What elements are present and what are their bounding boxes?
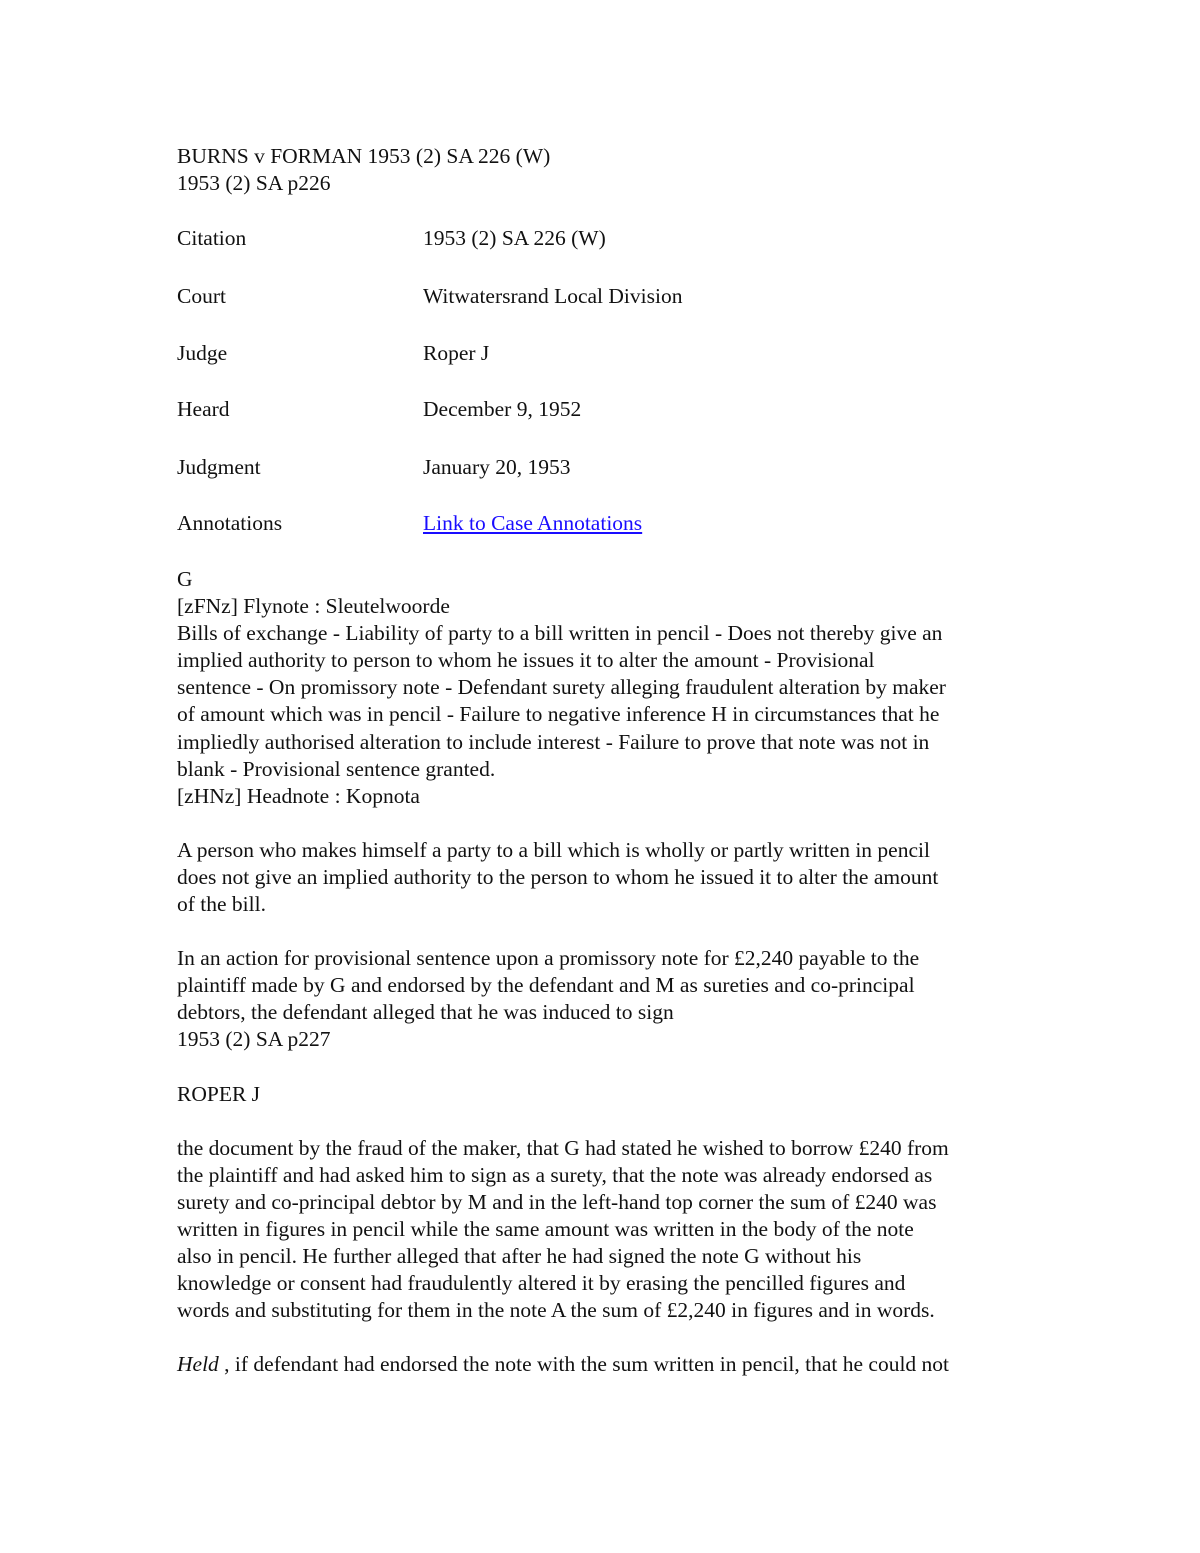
case-title: BURNS v FORMAN 1953 (2) SA 226 (W): [177, 144, 551, 168]
judge-heading: ROPER J: [177, 1082, 261, 1106]
headnote-paragraph-line: the plaintiff and had asked him to sign as a surety, that the note was already endorsed as: [177, 1163, 933, 1187]
judgment-value: January 20, 1953: [423, 455, 571, 479]
headnote-paragraph-line: written in figures in pencil while the same amount was written in the body of the note: [177, 1217, 914, 1241]
headnote-paragraph-line: debtors, the defendant alleged that he was induced to sign: [177, 1000, 674, 1024]
judge-label: Judge: [177, 341, 228, 365]
held-text: , if defendant had endorsed the note with the sum written in pencil, that he could not: [218, 1352, 950, 1376]
headnote-paragraph-line: A person who makes himself a party to a bill which is wholly or partly written in pencil: [177, 838, 930, 862]
case-annotations-link[interactable]: Link to Case Annotations: [423, 511, 643, 535]
page-reference: 1953 (2) SA p227: [177, 1027, 331, 1051]
citation-label: Citation: [177, 226, 247, 250]
margin-marker: G: [177, 567, 193, 591]
flynote-line: blank - Provisional sentence granted.: [177, 757, 496, 781]
judge-value: Roper J: [423, 341, 490, 365]
held-line: [177, 1351, 949, 1378]
page-reference: 1953 (2) SA p226: [177, 171, 331, 195]
heard-label: Heard: [177, 397, 230, 421]
headnote-paragraph-line: knowledge or consent had fraudulently altered it by erasing the pencilled figures and: [177, 1271, 906, 1295]
annotations-value: [423, 510, 642, 537]
court-value: Witwatersrand Local Division: [423, 284, 683, 308]
citation-value: 1953 (2) SA 226 (W): [423, 226, 606, 250]
headnote-paragraph-line: also in pencil. He further alleged that after he had signed the note G without his: [177, 1244, 862, 1268]
annotations-label: Annotations: [177, 511, 283, 535]
judgment-label: Judgment: [177, 455, 261, 479]
headnote-paragraph-line: surety and co-principal debtor by M and in the left-hand top corner the sum of £240 was: [177, 1190, 937, 1214]
flynote-line: implied authority to person to whom he issues it to alter the amount - Provisional: [177, 648, 875, 672]
flynote-heading: [zFNz] Flynote : Sleutelwoorde: [177, 594, 450, 618]
headnote-paragraph-line: of the bill.: [177, 892, 266, 916]
headnote-paragraph-line: plaintiff made by G and endorsed by the defendant and M as sureties and co-principal: [177, 973, 915, 997]
headnote-paragraph-line: does not give an implied authority to the person to whom he issued it to alter the amount: [177, 865, 939, 889]
flynote-line: of amount which was in pencil - Failure to negative inference H in circumstances that he: [177, 702, 940, 726]
held-label: Held: [177, 1352, 219, 1376]
headnote-heading: [zHNz] Headnote : Kopnota: [177, 784, 420, 808]
flynote-line: sentence - On promissory note - Defendant surety alleging fraudulent alteration by maker: [177, 675, 946, 699]
flynote-line: Bills of exchange - Liability of party to a bill written in pencil - Does not thereby give an: [177, 621, 943, 645]
headnote-paragraph-line: words and substituting for them in the note A the sum of £2,240 in figures and in words.: [177, 1298, 935, 1322]
flynote-line: impliedly authorised alteration to include interest - Failure to prove that note was not in: [177, 730, 930, 754]
heard-value: December 9, 1952: [423, 397, 582, 421]
court-label: Court: [177, 284, 226, 308]
headnote-paragraph-line: the document by the fraud of the maker, that G had stated he wished to borrow £240 from: [177, 1136, 949, 1160]
headnote-paragraph-line: In an action for provisional sentence upon a promissory note for £2,240 payable to the: [177, 946, 920, 970]
